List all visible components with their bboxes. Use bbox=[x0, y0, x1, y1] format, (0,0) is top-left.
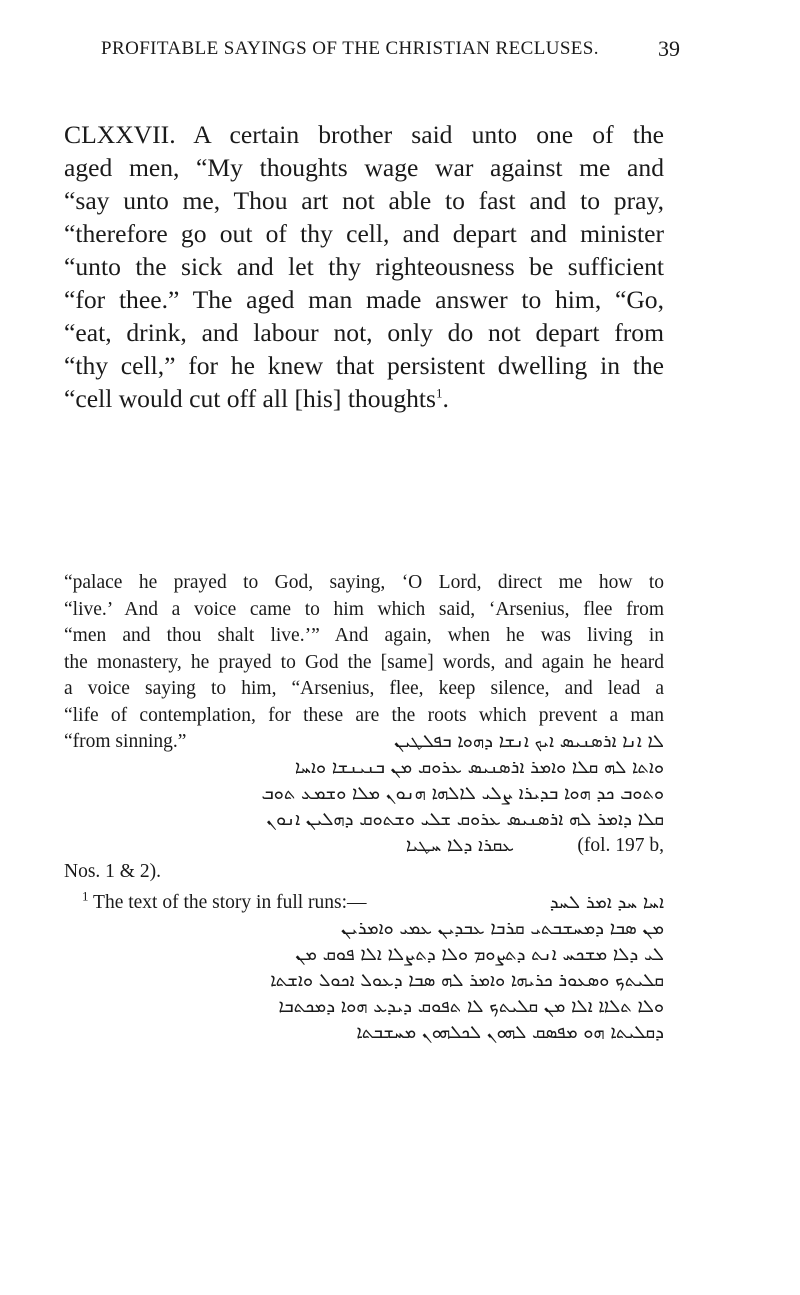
footnote-number: 1 bbox=[82, 888, 89, 903]
syriac-line bbox=[64, 833, 664, 859]
footnote-line: a voice saying to him, “Arsenius, flee, keep silence, and lead a bbox=[64, 678, 664, 699]
main-text-line: “for thee.” The aged man made answer to him, “Go, bbox=[64, 285, 664, 314]
syriac-line bbox=[64, 781, 664, 807]
main-text-line: “unto the sick and let thy righteousness be sufficient bbox=[64, 252, 664, 281]
syriac-line bbox=[64, 729, 664, 755]
page-number: 39 bbox=[658, 36, 680, 61]
footnote-prefix: “from sinning.” bbox=[64, 731, 187, 752]
main-text-line: CLXXVII. A certain brother said unto one of the bbox=[64, 120, 664, 149]
syriac-text: ܠܝ ܕܠܐ ܡܫܟܚ ܐܢܬ ܕܬܨܘܡ ܘܠܐ ܕܬܨܠܐ ܐܠܐ ܦܘܩ ܡܢ bbox=[295, 944, 664, 965]
syriac-text: ܕܩܠܝܬܐ ܗܘ ܡܦܣܩ ܠܗܘܢ ܠܟܠܗܘܢ ܡܚܫܒܬܐ bbox=[356, 1022, 664, 1043]
main-text-last-line bbox=[64, 382, 664, 415]
footnote-marker: 1 bbox=[435, 385, 443, 401]
running-head: PROFITABLE SAYINGS OF THE CHRISTIAN RECLUSES. bbox=[101, 38, 599, 59]
footnote-line: “life of contemplation, for these are the roots which prevent a man bbox=[64, 704, 664, 726]
main-text-line: “therefore go out of thy cell, and depart and minister bbox=[64, 219, 664, 248]
footnote-line: “men and thou shalt live.’” And again, when he was living in bbox=[64, 625, 664, 646]
syriac-text: ܥܩܪܐ ܕܠܐ ܚܛܝܐ bbox=[405, 835, 514, 856]
footnote-line: “palace he prayed to God, saying, ‘O Lord, direct me how to bbox=[64, 572, 664, 593]
footnote-line bbox=[64, 890, 664, 917]
syriac-text: ܘܬܘܒ ܟܕ ܗܘܐ ܒܕܝܪܐ ܨܠܝ ܠܐܠܗܐ ܗܢܘܢ ܡܠܐ ܘܫܡܥ ܬܘܒ bbox=[261, 783, 664, 804]
footnote-area bbox=[64, 570, 664, 1046]
syriac-line bbox=[64, 807, 664, 833]
main-text-line: “cell would cut off all [his] thoughts bbox=[64, 384, 436, 413]
syriac-line bbox=[64, 916, 664, 942]
main-text-block bbox=[64, 118, 664, 415]
syriac-text: ܘܐܬܐ ܠܗ ܩܠܐ ܘܐܡܪ ܐܪܣܢܝܣ ܥܪܘܩ ܡܢ ܒܢܝܢܫܐ ܘܐܚܐ bbox=[294, 757, 664, 778]
syriac-line bbox=[64, 994, 664, 1020]
main-text-line: aged men, “My thoughts wage war against me and bbox=[64, 153, 664, 182]
main-text-line: “eat, drink, and labour not, only do not depart from bbox=[64, 318, 664, 347]
syriac-text: ܐܚܐ ܚܕ ܐܡܪ ܠܚܕ bbox=[549, 891, 664, 913]
syriac-text: ܡܢ ܣܒܐ ܕܡܚܫܒܬܝ ܩܪܒܐ ܥܒܕܝܢ ܥܡܝ ܘܐܡܪܝܢ bbox=[341, 918, 664, 939]
sentence-end: . bbox=[442, 384, 449, 413]
syriac-line bbox=[64, 968, 664, 994]
footnote-line: the monastery, he prayed to God the [same] words, and again he heard bbox=[64, 651, 664, 673]
footnote-line bbox=[64, 859, 664, 886]
main-text-line: “say unto me, Thou art not able to fast and to pray, bbox=[64, 186, 664, 215]
footnote-line: “live.’ And a voice came to him which said, ‘Arsenius, flee from bbox=[64, 598, 664, 620]
folio-reference: (fol. 197 b, bbox=[577, 835, 664, 856]
syriac-text: ܩܠܝܬܟ ܘܣܥܘܪ ܟܪܝܗܐ ܘܐܡܪ ܠܗ ܣܒܐ ܕܥܘܠ ܐܟܘܠ ܘܐܫܬܐ bbox=[270, 970, 664, 991]
syriac-line bbox=[64, 755, 664, 781]
main-text-line: “thy cell,” for he knew that persistent dwelling in the bbox=[64, 351, 664, 380]
syriac-text: ܠܐ ܐܢܐ ܐܪܣܢܝܣ ܐܝܟ ܐܢܫܐ ܕܗܘܐ ܒܦܠܛܝܢ bbox=[394, 731, 664, 752]
footnote-reference-end: Nos. 1 & 2). bbox=[64, 861, 161, 882]
footnote-intro: The text of the story in full runs:— bbox=[93, 891, 367, 913]
syriac-line bbox=[64, 1020, 664, 1046]
syriac-text: ܩܠܐ ܕܐܡܪ ܠܗ ܐܪܣܢܝܣ ܥܪܘܩ ܫܠܝ ܘܫܬܘܩ ܕܗܠܝܢ ܐܢܘܢ bbox=[266, 809, 664, 830]
syriac-line bbox=[64, 942, 664, 968]
syriac-text: ܘܠܐ ܬܠܐܐ ܐܠܐ ܡܢ ܩܠܝܬܟ ܠܐ ܬܦܘܩ ܕܝܕܥ ܗܘܐ ܕܡܟܬܒܐ bbox=[278, 996, 664, 1017]
